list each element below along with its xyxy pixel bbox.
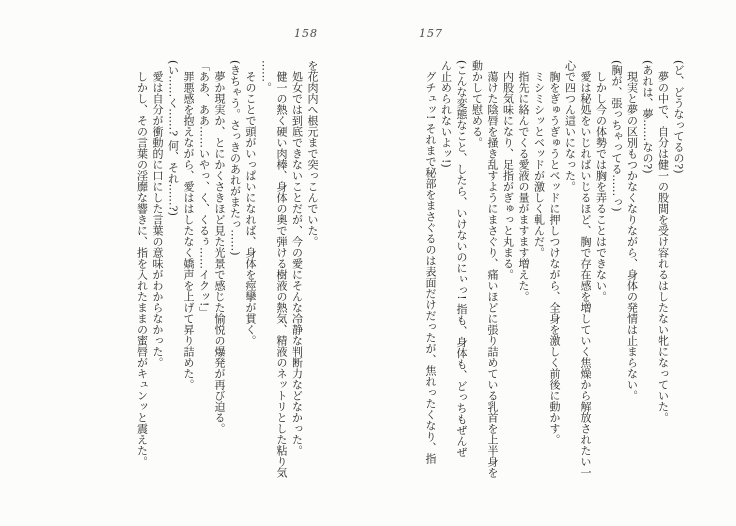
text-column: 健一の熱く硬い肉棒、身体の奥で弾ける樹液の熱気、精液のネットリとした粘り気 <box>275 71 288 478</box>
text-column: ……。 <box>259 60 273 93</box>
text-column: 現実と夢の区別もつかなくなりながら、身体の発情は止まらない。 <box>625 71 639 401</box>
text-column: 心で四つん這いになった。 <box>563 60 577 192</box>
text-column: しかし今の体勢では胸を弄ることはできない。 <box>594 71 608 302</box>
text-column: 蕩けた陰唇を掻き乱すようにまさぐり、痛いほどに張り詰めている乳首を上半身を <box>486 71 499 478</box>
text-column: (あれは、夢……なの?) <box>641 60 654 174</box>
text-column: 夢の中で、自分は健一の股間を受け容れるはしたない牝になっていた。 <box>656 71 670 423</box>
text-column: ミシミシッとベッドが激しく軋んだ。 <box>532 71 546 258</box>
text-column: ん止められないよッ!) <box>439 60 453 168</box>
text-column: 指先に絡んでくる愛液の量がますます増えた。 <box>517 71 530 302</box>
text-column: 動かして慰める。 <box>470 60 484 148</box>
left-page-text-block <box>134 60 320 488</box>
text-column: (ど、どうなってるの?) <box>672 60 685 174</box>
text-column: (い……く……? 何、それ……?) <box>166 60 180 216</box>
text-column: 夢か現実か、とにかくさきほど見た光景で感じた愉悦の爆発が再び迫る。 <box>213 71 226 434</box>
text-column: 処女では到底できないことだが、今の愛にそんな冷静な判断力などなかった。 <box>290 71 304 456</box>
text-column: 愛は秘処をいじればいじるほど、胸で存在感を増していく焦燥から解放されたい一 <box>579 71 592 478</box>
text-column: 「ああ、ああ……いやっ、く、くるぅ……イクッ!」 <box>197 60 211 318</box>
text-column: 罪悪感を抱えながら、愛ははしたなく嬌声を上げて昇り詰めた。 <box>182 71 195 390</box>
text-column: しかし、その言葉の淫靡な響きに、指を入れたままの蜜唇がキュンッと震えた。 <box>135 71 149 467</box>
text-column: (胸が、張っちゃってる……っ) <box>610 60 623 212</box>
page-number-right: 157 <box>419 27 443 40</box>
text-column: を花肉内へ根元まで突っこんでいた。 <box>306 60 319 247</box>
text-column: 胸をぎゅうぎゅうとベッドに押しつけながら、全身を激しく前後に動かす。 <box>548 71 561 445</box>
text-column: 内股気味になり、足指がぎゅっと丸まる。 <box>501 71 515 280</box>
text-column: グチュッ! それまで秘部をまさぐるのは表面だけだったが、焦れったくなり、指 <box>424 71 437 464</box>
page-number-left: 158 <box>294 27 318 40</box>
text-column: 愛は自分が衝動的に口にした言葉の意味がわからなかった。 <box>151 71 164 368</box>
text-column: (きちゃう。さっきのあれがまたっ……) <box>228 60 242 256</box>
right-page-text-block <box>422 60 686 488</box>
text-column: そのことで頭がいっぱいになれば、身体を痙攣が貫く。 <box>244 71 257 346</box>
text-column: (こんな変態なこと、したら、いけないのにぃっ! 指も、身体も、どっちもぜんぜ <box>455 60 468 458</box>
